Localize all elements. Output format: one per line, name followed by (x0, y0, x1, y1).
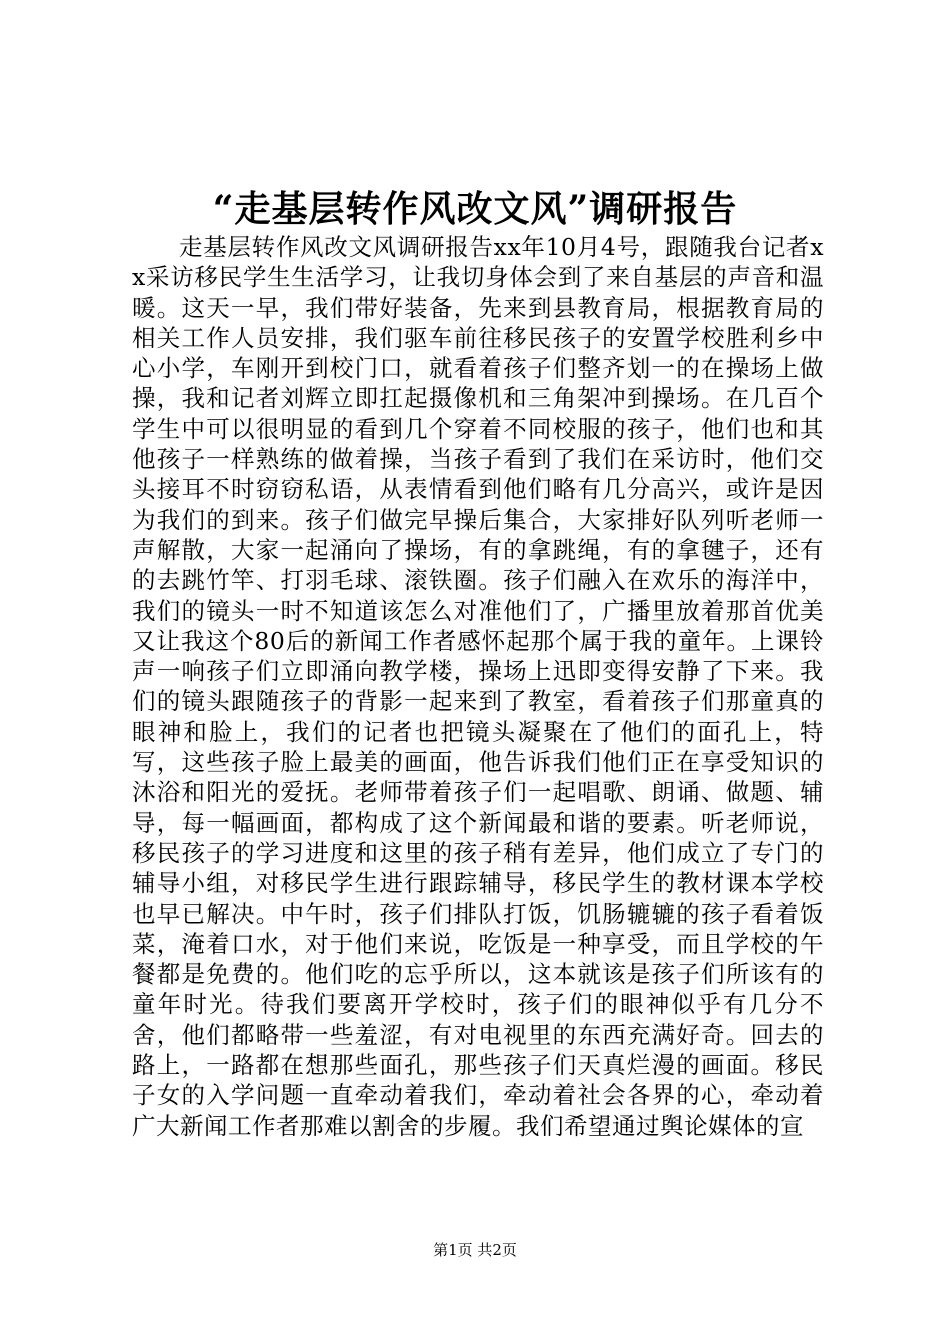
document-body-paragraph: 走基层转作风改文风调研报告xx年10月4号，跟随我台记者xx采访移民学生生活学习，让我切身体会到了来自基层的声音和温暖。这天一早，我们带好装备，先来到县教育局，根据教育局的相关工作人员安排，我们驱车前往移民孩子的安置学校胜利乡中心小学，车刚开到校门口，就看着孩子们整齐划一的在操场上做操，我和记者刘辉立即扛起摄像机和三角架冲到操场。在几百个学生中可以很明显的看到几个穿着不同校服的孩子，他们也和其他孩子一样熟练的做着操，当孩子看到了我们在采访时，他们交头接耳不时窃窃私语，从表情看到他们略有几分高兴，或许是因为我们的到来。孩子们做完早操后集合，大家排好队列听老师一声解散，大家一起涌向了操场，有的拿跳绳，有的拿毽子，还有的去跳竹竿、打羽毛球、滚铁圈。孩子们融入在欢乐的海洋中，我们的镜头一时不知道该怎么对准他们了，广播里放着那首优美又让我这个80后的新闻工作者感怀起那个属于我的童年。上课铃声一响孩子们立即涌向教学楼，操场上迅即变得安静了下来。我们的镜头跟随孩子的背影一起来到了教室，看着孩子们那童真的眼神和脸上，我们的记者也把镜头凝聚在了他们的面孔上，特写，这些孩子脸上最美的画面，他告诉我们他们正在享受知识的沐浴和阳光的爱抚。老师带着孩子们一起唱歌、朗诵、做题、辅导，每一幅画面，都构成了这个新闻最和谐的要素。听老师说，移民孩子的学习进度和这里的孩子稍有差异，他们成立了专门的辅导小组，对移民学生进行跟踪辅导，移民学生的教材课本学校也早已解决。中午时，孩子们排队打饭，饥肠辘辘的孩子看着饭菜，淹着口水，对于他们来说，吃饭是一种享受，而且学校的午餐都是免费的。他们吃的忘乎所以，这本就该是孩子们所该有的童年时光。待我们要离开学校时，孩子们的眼神似乎有几分不舍，他们都略带一些羞涩，有对电视里的东西充满好奇。回去的路上，一路都在想那些面孔，那些孩子们天真烂漫的画面。移民子女的入学问题一直牵动着我们，牵动着社会各界的心，牵动着广大新闻工作者那难以割舍的步履。我们希望通过舆论媒体的宣 (132, 233, 824, 1140)
document-title: “走基层转作风改文风”调研报告 (212, 188, 738, 230)
page-number-footer: 第1页 共2页 (433, 1241, 517, 1259)
